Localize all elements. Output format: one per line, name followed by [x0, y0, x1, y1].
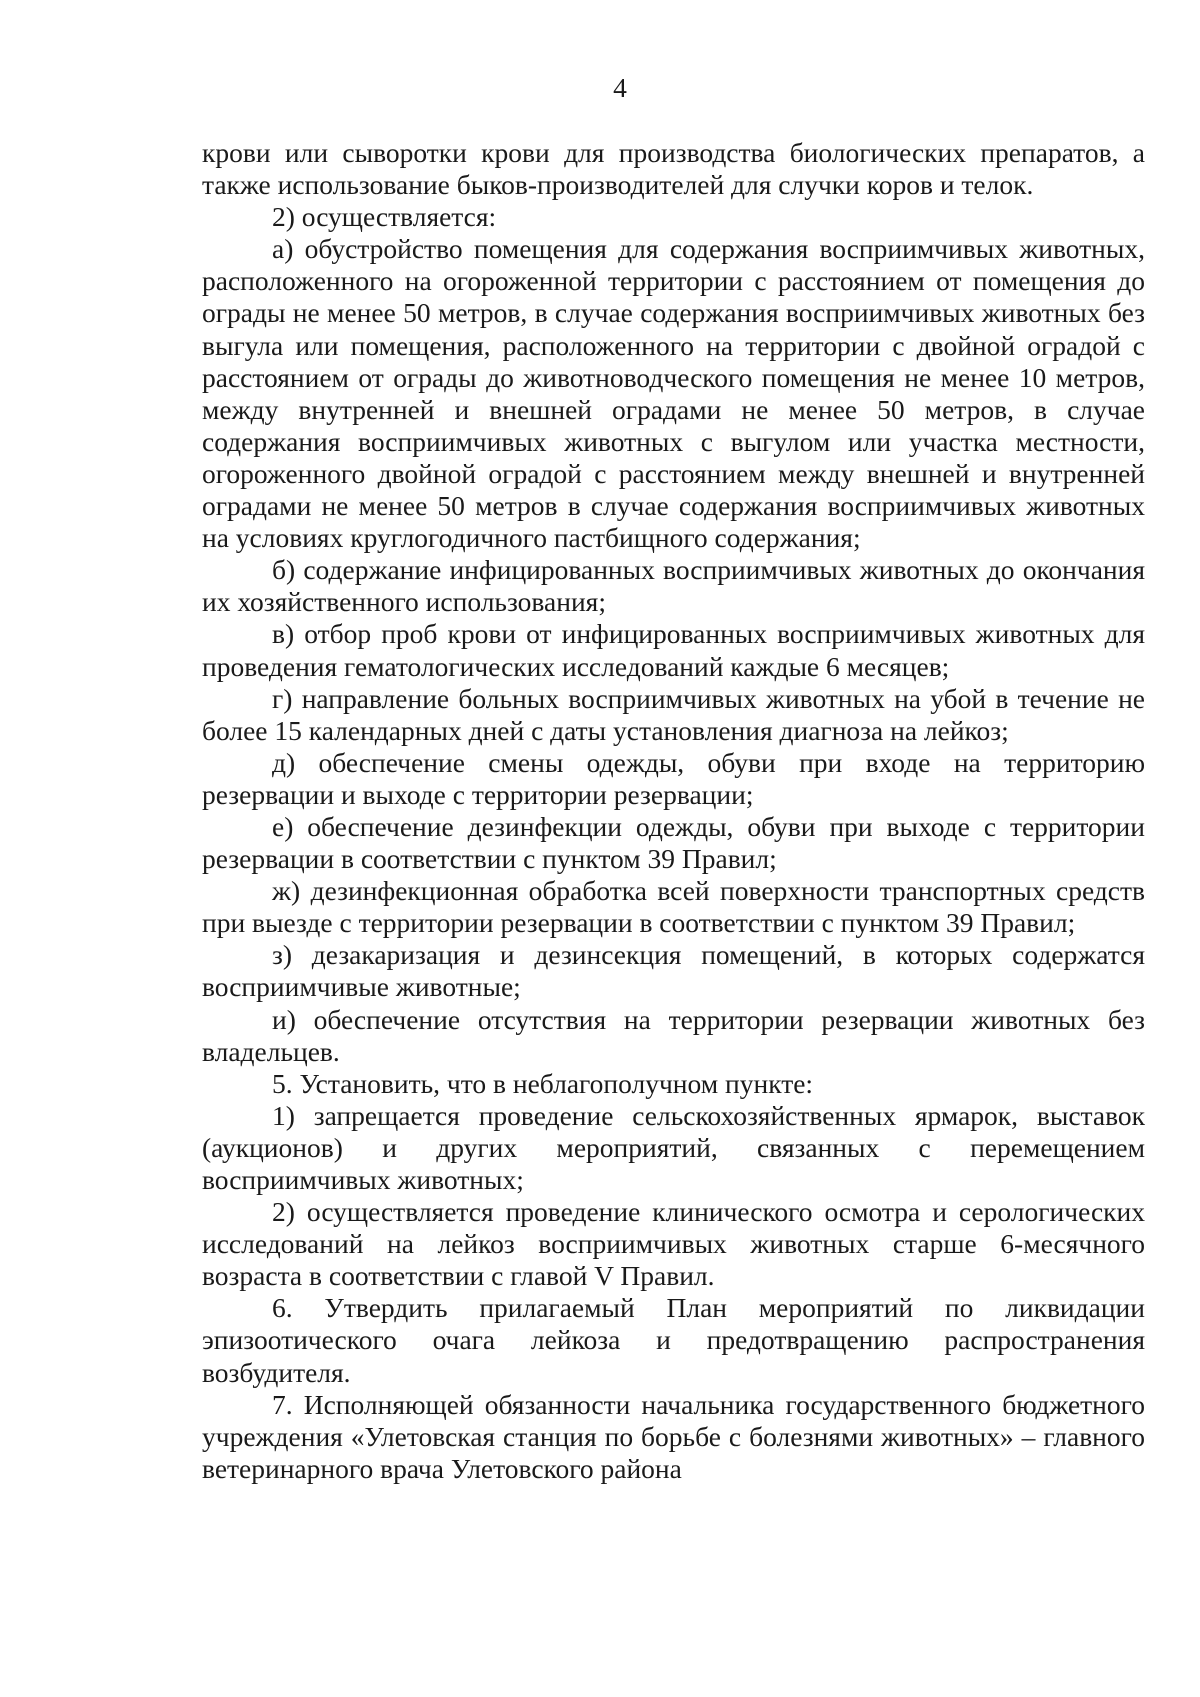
paragraph-section-5-item-2: 2) осуществляется проведение клинического осмотра и серологических исследований на лейкоз восприимчивых животных старше 6-месячного возраста в соответствии с главой V Правил. [202, 1196, 1145, 1292]
paragraph-subitem-e: е) обеспечение дезинфекции одежды, обуви при выходе с территории резервации в соответствии с пунктом 39 Правил; [202, 810, 1145, 875]
paragraph-section-5: 5. Установить, что в неблагополучном пункте: [272, 1067, 814, 1099]
paragraph-subitem-d: д) обеспечение смены одежды, обуви при входе на территорию резервации и выходе с территории резервации; [202, 746, 1145, 810]
paragraph-subitem-a: а) обустройство помещения для содержания восприимчивых животных, расположенного на огороженной территории с расстоянием от помещения до ограды не менее 50 метров, в случае содержания восприимчивых животных без выгула или помещения, расположенного на территории с двойной оградой с расстоянием от ограды до животноводческого помещения не менее 10 метров, между внутренней и внешней оградами не менее 50 метров, в случае содержания восприимчивых животных с выгулом или участка местности, огороженного двойной оградой с расстоянием между внешней и внутренней оградами не менее 50 метров в случае содержания восприимчивых животных на условиях круглогодичного пастбищного содержания; [202, 233, 1145, 554]
page-number: 4 [613, 72, 627, 103]
paragraph-section-5-item-1: 1) запрещается проведение сельскохозяйственных ярмарок, выставок (аукционов) и других мероприятий, связанных с перемещением восприимчивых животных; [202, 1099, 1145, 1195]
document-body [202, 137, 1145, 1485]
paragraph-subitem-g: г) направление больных восприимчивых животных на убой в течение не более 15 календарных дней с даты установления диагноза на лейкоз; [202, 682, 1145, 746]
paragraph-subitem-b: б) содержание инфицированных восприимчивых животных до окончания их хозяйственного использования; [202, 554, 1145, 618]
paragraph-subitem-zh: ж) дезинфекционная обработка всей поверхности транспортных средств при выезде с территории резервации в соответствии с пунктом 39 Правил; [202, 875, 1145, 939]
paragraph-section-6: 6. Утвердить прилагаемый План мероприятий по ликвидации эпизоотического очага лейкоза и предотвращению распространения возбудителя. [202, 1292, 1145, 1388]
paragraph-subitem-i: и) обеспечение отсутствия на территории резервации животных без владельцев. [202, 1003, 1145, 1067]
paragraph-item-2: 2) осуществляется: [272, 201, 497, 233]
paragraph-subitem-v: в) отбор проб крови от инфицированных восприимчивых животных для проведения гематологических исследований каждые 6 месяцев; [202, 618, 1145, 682]
paragraph-subitem-z: з) дезакаризация и дезинсекция помещений, в которых содержатся восприимчивые животные; [202, 939, 1145, 1003]
paragraph-continuation: крови или сыворотки крови для производства биологических препаратов, а также использование быков-производителей для случки коров и телок. [202, 137, 1145, 201]
paragraph-section-7: 7. Исполняющей обязанности начальника государственного бюджетного учреждения «Улетовская станция по борьбе с болезнями животных» – главного ветеринарного врача Улетовского района [202, 1388, 1145, 1484]
